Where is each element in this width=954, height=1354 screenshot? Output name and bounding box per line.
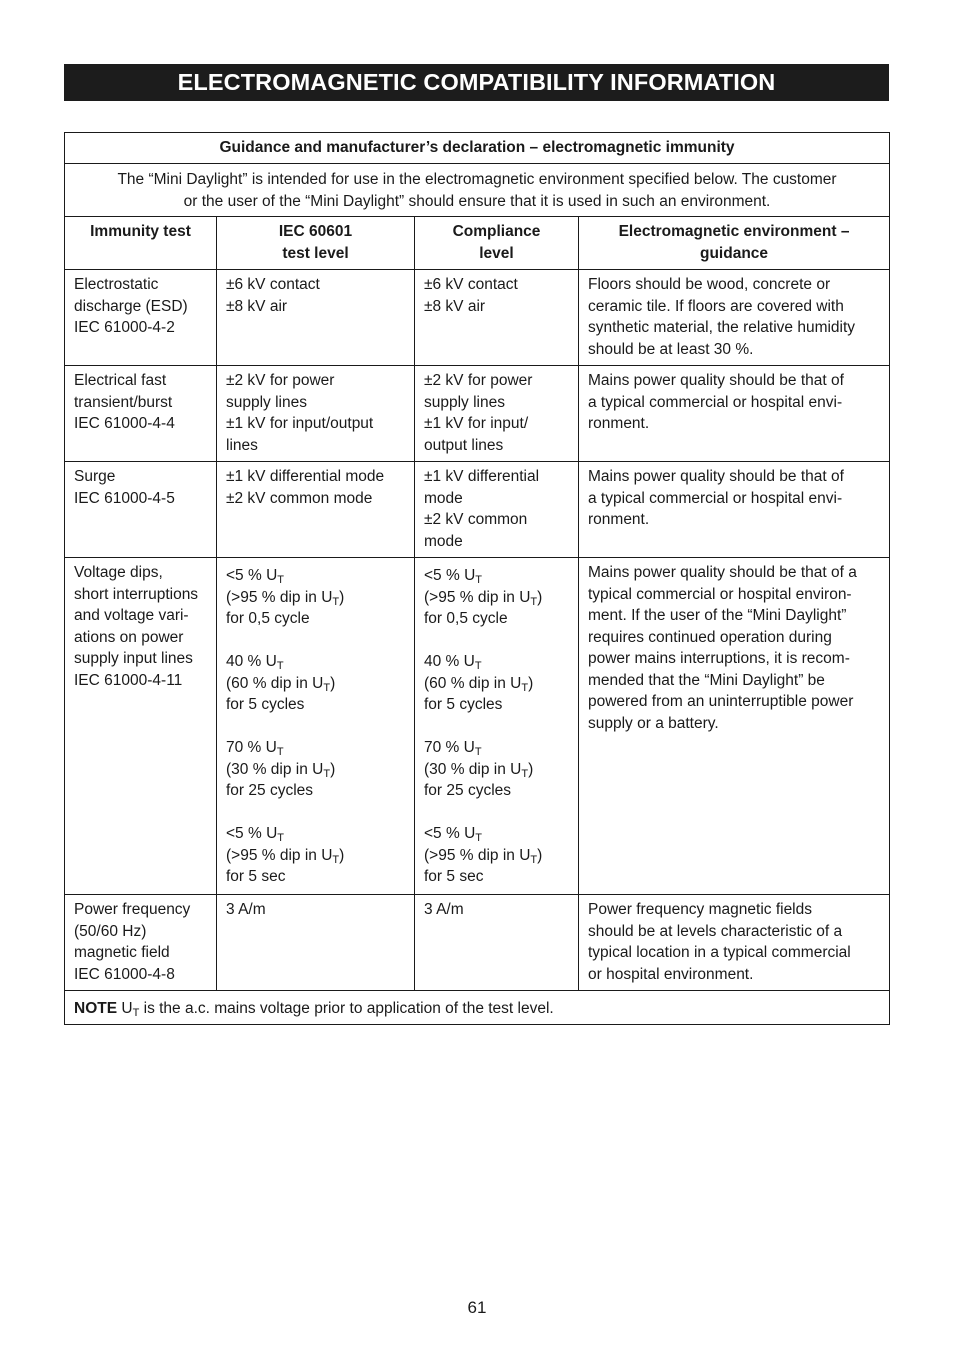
immunity-test-cell: Power frequency (50/60 Hz) magnetic field IEC 61000-4-8 [65, 895, 217, 991]
dip-level-line: <5 % $U_T$ [226, 567, 284, 586]
dip-level-line: <5 % $U_T$ [226, 825, 284, 844]
dip-compliance-line: for 25 cycles [424, 782, 512, 799]
header-compliance-level-line2: level [479, 244, 514, 262]
test-level-cell: ±1 kV differential mode ±2 kV common mode [217, 462, 415, 558]
header-em-guidance-line1: Electromagnetic environment – [618, 223, 850, 240]
dip-compliance-line: 70 % $U_T$ [424, 739, 482, 758]
header-em-guidance-line2: guidance [699, 244, 769, 262]
dip-level-line: for 25 cycles [226, 782, 314, 799]
table-intro [65, 164, 890, 217]
table-row [65, 366, 890, 462]
header-immunity-test-line1: Immunity test [90, 223, 191, 240]
guidance-cell: Mains power quality should be that of a typical commercial or hospital envi- ronment. [579, 366, 890, 462]
note-subscript: T [132, 1007, 140, 1019]
guidance-cell: Mains power quality should be that of a typical commercial or hospital environ- ment. If the user of the “Mini Daylight” requires continued operation during power mains interruptions, it is recom- mended that the “Mini Daylight” be powered from an uninterruptible power supply or a battery. [579, 558, 890, 895]
note-symbol: U [121, 1000, 133, 1017]
note-row [65, 991, 890, 1025]
guidance-cell: Mains power quality should be that of a typical commercial or hospital envi- ronment. [579, 462, 890, 558]
table-row [65, 558, 890, 895]
test-level-cell: ±2 kV for power supply lines ±1 kV for input/output lines [217, 366, 415, 462]
dip-level-line: for 0,5 cycle [226, 610, 310, 627]
immunity-test-cell: Voltage dips, short interruptions and voltage vari- ations on power supply input lines IEC 61000-4-11 [65, 558, 217, 895]
dip-compliance-line: for 0,5 cycle [424, 610, 508, 627]
header-immunity-test [65, 217, 217, 270]
compliance-level-cell: ±1 kV differential mode ±2 kV common mode [415, 462, 579, 558]
header-compliance-level-line1: Compliance [452, 223, 541, 240]
compliance-level-cell: ±6 kV contact ±8 kV air [415, 270, 579, 366]
compliance-level-cell: ±2 kV for power supply lines ±1 kV for input/ output lines [415, 366, 579, 462]
dip-compliance-line: 40 % $U_T$ [424, 653, 482, 672]
table-row [65, 270, 890, 366]
header-row [65, 217, 890, 270]
header-em-guidance [579, 217, 890, 270]
compliance-level-cell [415, 558, 579, 895]
test-level-cell: ±6 kV contact ±8 kV air [217, 270, 415, 366]
table-row [65, 462, 890, 558]
dip-compliance-line: (30 % dip in $U_T$) [424, 760, 534, 780]
header-iec-test-level-line1: IEC 60601 [278, 223, 353, 240]
intro-line-1: The “Mini Daylight” is intended for use in the electromagnetic environment specified below. The customer [117, 171, 837, 188]
guidance-cell: Power frequency magnetic fields should be at levels characteristic of a typical location in a typical commercial or hospital environment. [579, 895, 890, 991]
immunity-test-cell: Electrical fast transient/burst IEC 61000-4-4 [65, 366, 217, 462]
dip-compliance-line: <5 % $U_T$ [424, 567, 482, 586]
guidance-cell: Floors should be wood, concrete or ceramic tile. If floors are covered with synthetic material, the relative humidity should be at least 30 %. [579, 270, 890, 366]
test-level-cell [217, 558, 415, 895]
immunity-test-cell: Surge IEC 61000-4-5 [65, 462, 217, 558]
dip-compliance-line: (>95 % dip in $U_T$) [424, 588, 543, 608]
header-iec-test-level [217, 217, 415, 270]
dip-compliance-line: (60 % dip in $U_T$) [424, 674, 534, 694]
dip-level-line: for 5 sec [226, 868, 286, 885]
dip-compliance-line: (>95 % dip in $U_T$) [424, 846, 543, 866]
dip-level-line: 40 % $U_T$ [226, 653, 284, 672]
dip-level-line: for 5 cycles [226, 696, 305, 713]
page-title: ELECTROMAGNETIC COMPATIBILITY INFORMATION [64, 64, 889, 101]
dip-level-line: (>95 % dip in $U_T$) [226, 846, 345, 866]
note-label: NOTE [74, 1000, 118, 1017]
dip-level-line: (60 % dip in $U_T$) [226, 674, 336, 694]
dip-level-line: 70 % $U_T$ [226, 739, 284, 758]
table-row [65, 895, 890, 991]
dip-compliance-line: for 5 sec [424, 868, 484, 885]
test-level-cell: 3 A/m [217, 895, 415, 991]
dip-level-line: (30 % dip in $U_T$) [226, 760, 336, 780]
emc-immunity-table [64, 132, 890, 1025]
dip-level-block [226, 562, 406, 888]
header-compliance-level [415, 217, 579, 270]
intro-line-2: or the user of the “Mini Daylight” should ensure that it is used in such an environment. [183, 192, 771, 210]
compliance-level-cell: 3 A/m [415, 895, 579, 991]
note-text: is the a.c. mains voltage prior to application of the test level. [139, 1000, 554, 1017]
dip-level-line: (>95 % dip in $U_T$) [226, 588, 345, 608]
table-caption: Guidance and manufacturer’s declaration – electromagnetic immunity [65, 133, 890, 164]
page-number: 61 [467, 1298, 487, 1317]
header-iec-test-level-line2: test level [282, 244, 349, 262]
dip-compliance-line: for 5 cycles [424, 696, 503, 713]
immunity-test-cell: Electrostatic discharge (ESD) IEC 61000-4-2 [65, 270, 217, 366]
dip-compliance-line: <5 % $U_T$ [424, 825, 482, 844]
dip-compliance-block [424, 562, 570, 888]
table-note [65, 991, 890, 1025]
